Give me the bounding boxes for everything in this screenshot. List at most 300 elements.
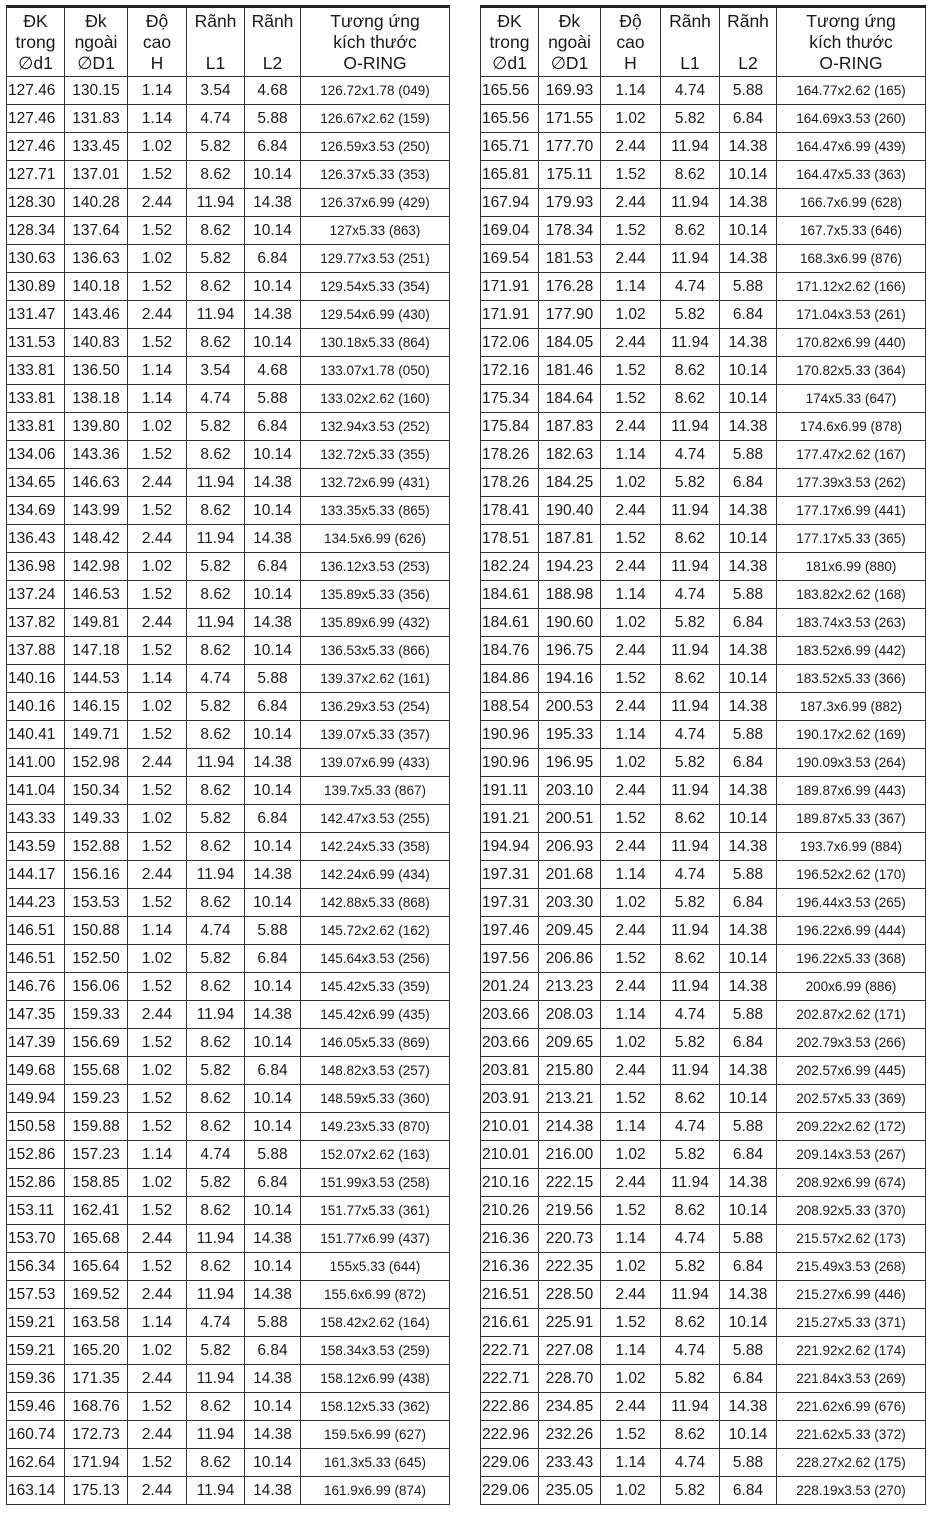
table-row — [7, 1169, 450, 1197]
oring-size-cell: 171.04x3.53 (261) — [777, 301, 926, 329]
groove-L1-cell: 4.74 — [187, 1141, 245, 1169]
groove-L2-cell: 14.38 — [720, 1393, 777, 1421]
groove-L1-cell: 4.74 — [661, 1001, 720, 1029]
groove-L2-cell: 14.38 — [720, 833, 777, 861]
oring-size-cell: 202.87x2.62 (171) — [777, 1001, 926, 1029]
groove-L2-cell: 10.14 — [245, 1393, 301, 1421]
groove-L2-cell: 14.38 — [245, 749, 301, 777]
outer-diameter-D1-cell: 178.34 — [539, 217, 601, 245]
groove-L2-cell: 6.84 — [245, 693, 301, 721]
inner-diameter-d1-cell: 130.63 — [7, 245, 65, 273]
groove-L2-cell: 6.84 — [245, 245, 301, 273]
oring-size-cell: 126.72x1.78 (049) — [301, 77, 450, 105]
groove-L1-cell: 11.94 — [187, 1477, 245, 1505]
height-H-cell: 2.44 — [601, 497, 661, 525]
outer-diameter-D1-cell: 140.28 — [65, 189, 128, 217]
groove-L1-cell: 5.82 — [187, 413, 245, 441]
groove-L2-cell: 5.88 — [720, 721, 777, 749]
groove-L2-cell: 10.14 — [245, 1085, 301, 1113]
groove-L1-cell: 11.94 — [661, 1281, 720, 1309]
table-row — [7, 301, 450, 329]
table-row — [7, 497, 450, 525]
groove-L2-cell: 6.84 — [720, 1365, 777, 1393]
column-header-oring-size: Tương ứng kích thước O-RING — [777, 7, 926, 77]
height-H-cell: 2.44 — [601, 917, 661, 945]
oring-size-cell: 129.77x3.53 (251) — [301, 245, 450, 273]
groove-L1-cell: 11.94 — [661, 1057, 720, 1085]
groove-L2-cell: 10.14 — [720, 357, 777, 385]
table-row — [7, 749, 450, 777]
groove-L1-cell: 4.74 — [661, 1449, 720, 1477]
outer-diameter-D1-cell: 156.16 — [65, 861, 128, 889]
groove-L2-cell: 10.14 — [245, 273, 301, 301]
oring-size-cell: 132.72x5.33 (355) — [301, 441, 450, 469]
groove-L1-cell: 11.94 — [661, 413, 720, 441]
groove-L2-cell: 10.14 — [245, 1029, 301, 1057]
outer-diameter-D1-cell: 138.18 — [65, 385, 128, 413]
groove-L1-cell: 4.74 — [187, 917, 245, 945]
groove-L2-cell: 6.84 — [245, 413, 301, 441]
column-header-height-H: Độ cao H — [601, 7, 661, 77]
outer-diameter-D1-cell: 184.64 — [539, 385, 601, 413]
groove-L1-cell: 4.74 — [661, 1337, 720, 1365]
table-row — [481, 721, 926, 749]
groove-L2-cell: 5.88 — [720, 273, 777, 301]
outer-diameter-D1-cell: 206.93 — [539, 833, 601, 861]
oring-size-cell: 155x5.33 (644) — [301, 1253, 450, 1281]
outer-diameter-D1-cell: 137.64 — [65, 217, 128, 245]
groove-L1-cell: 8.62 — [187, 217, 245, 245]
table-row — [7, 945, 450, 973]
table-row — [481, 777, 926, 805]
inner-diameter-d1-cell: 171.91 — [481, 301, 539, 329]
groove-L1-cell: 5.82 — [187, 945, 245, 973]
table-row — [7, 553, 450, 581]
oring-size-cell: 161.3x5.33 (645) — [301, 1449, 450, 1477]
height-H-cell: 1.02 — [601, 301, 661, 329]
oring-size-cell: 127x5.33 (863) — [301, 217, 450, 245]
outer-diameter-D1-cell: 146.15 — [65, 693, 128, 721]
outer-diameter-D1-cell: 233.43 — [539, 1449, 601, 1477]
inner-diameter-d1-cell: 188.54 — [481, 693, 539, 721]
groove-L1-cell: 11.94 — [187, 301, 245, 329]
oring-size-cell: 189.87x5.33 (367) — [777, 805, 926, 833]
outer-diameter-D1-cell: 184.05 — [539, 329, 601, 357]
groove-L1-cell: 3.54 — [187, 357, 245, 385]
table-row — [7, 273, 450, 301]
oring-size-cell: 177.17x6.99 (441) — [777, 497, 926, 525]
height-H-cell: 2.44 — [128, 525, 187, 553]
oring-size-cell: 129.54x5.33 (354) — [301, 273, 450, 301]
inner-diameter-d1-cell: 127.46 — [7, 133, 65, 161]
column-header-inner-diameter-d1: ĐK trong ∅d1 — [481, 7, 539, 77]
outer-diameter-D1-cell: 203.30 — [539, 889, 601, 917]
outer-diameter-D1-cell: 219.56 — [539, 1197, 601, 1225]
groove-L1-cell: 4.74 — [187, 385, 245, 413]
groove-L1-cell: 8.62 — [187, 889, 245, 917]
table-row — [481, 1421, 926, 1449]
table-row — [7, 1449, 450, 1477]
groove-L2-cell: 10.14 — [720, 805, 777, 833]
table-row — [481, 1281, 926, 1309]
inner-diameter-d1-cell: 197.31 — [481, 861, 539, 889]
height-H-cell: 1.14 — [128, 1141, 187, 1169]
height-H-cell: 1.52 — [128, 1113, 187, 1141]
groove-L2-cell: 10.14 — [720, 161, 777, 189]
table-row — [7, 693, 450, 721]
inner-diameter-d1-cell: 216.51 — [481, 1281, 539, 1309]
inner-diameter-d1-cell: 167.94 — [481, 189, 539, 217]
oring-size-cell: 196.22x5.33 (368) — [777, 945, 926, 973]
groove-L2-cell: 14.38 — [245, 1001, 301, 1029]
oring-size-cell: 209.14x3.53 (267) — [777, 1141, 926, 1169]
table-row — [481, 385, 926, 413]
height-H-cell: 1.02 — [601, 1365, 661, 1393]
table-row — [481, 609, 926, 637]
outer-diameter-D1-cell: 153.53 — [65, 889, 128, 917]
groove-L2-cell: 10.14 — [720, 1421, 777, 1449]
oring-size-cell: 228.19x3.53 (270) — [777, 1477, 926, 1505]
height-H-cell: 1.02 — [601, 1029, 661, 1057]
table-row — [7, 1337, 450, 1365]
height-H-cell: 1.14 — [601, 441, 661, 469]
inner-diameter-d1-cell: 140.16 — [7, 665, 65, 693]
outer-diameter-D1-cell: 213.21 — [539, 1085, 601, 1113]
groove-L2-cell: 14.38 — [720, 553, 777, 581]
inner-diameter-d1-cell: 175.34 — [481, 385, 539, 413]
oring-size-cell: 133.02x2.62 (160) — [301, 385, 450, 413]
groove-L2-cell: 5.88 — [245, 105, 301, 133]
height-H-cell: 2.44 — [128, 189, 187, 217]
inner-diameter-d1-cell: 182.24 — [481, 553, 539, 581]
height-H-cell: 1.52 — [128, 1253, 187, 1281]
height-H-cell: 1.14 — [601, 1113, 661, 1141]
oring-size-cell: 148.82x3.53 (257) — [301, 1057, 450, 1085]
outer-diameter-D1-cell: 171.55 — [539, 105, 601, 133]
oring-size-cell: 148.59x5.33 (360) — [301, 1085, 450, 1113]
groove-L2-cell: 10.14 — [720, 525, 777, 553]
height-H-cell: 2.44 — [601, 1169, 661, 1197]
inner-diameter-d1-cell: 128.34 — [7, 217, 65, 245]
groove-L2-cell: 14.38 — [720, 1169, 777, 1197]
height-H-cell: 1.02 — [128, 245, 187, 273]
groove-L1-cell: 5.82 — [661, 1141, 720, 1169]
height-H-cell: 2.44 — [601, 245, 661, 273]
outer-diameter-D1-cell: 143.99 — [65, 497, 128, 525]
groove-L1-cell: 5.82 — [187, 1169, 245, 1197]
table-row — [481, 749, 926, 777]
inner-diameter-d1-cell: 184.86 — [481, 665, 539, 693]
height-H-cell: 1.02 — [128, 413, 187, 441]
outer-diameter-D1-cell: 159.33 — [65, 1001, 128, 1029]
inner-diameter-d1-cell: 184.61 — [481, 581, 539, 609]
height-H-cell: 1.52 — [128, 1085, 187, 1113]
inner-diameter-d1-cell: 229.06 — [481, 1449, 539, 1477]
groove-L2-cell: 5.88 — [245, 1309, 301, 1337]
outer-diameter-D1-cell: 222.15 — [539, 1169, 601, 1197]
table-row — [7, 1421, 450, 1449]
oring-size-cell: 139.37x2.62 (161) — [301, 665, 450, 693]
oring-size-cell: 136.53x5.33 (866) — [301, 637, 450, 665]
table-row — [7, 1057, 450, 1085]
inner-diameter-d1-cell: 149.68 — [7, 1057, 65, 1085]
table-row — [7, 77, 450, 105]
outer-diameter-D1-cell: 169.93 — [539, 77, 601, 105]
groove-L2-cell: 10.14 — [245, 1113, 301, 1141]
height-H-cell: 2.44 — [601, 777, 661, 805]
outer-diameter-D1-cell: 181.46 — [539, 357, 601, 385]
inner-diameter-d1-cell: 171.91 — [481, 273, 539, 301]
height-H-cell: 2.44 — [601, 637, 661, 665]
outer-diameter-D1-cell: 196.95 — [539, 749, 601, 777]
inner-diameter-d1-cell: 146.51 — [7, 917, 65, 945]
groove-L1-cell: 8.62 — [187, 833, 245, 861]
oring-size-cell: 170.82x6.99 (440) — [777, 329, 926, 357]
groove-L2-cell: 10.14 — [245, 217, 301, 245]
oring-size-cell: 168.3x6.99 (876) — [777, 245, 926, 273]
outer-diameter-D1-cell: 179.93 — [539, 189, 601, 217]
groove-L2-cell: 4.68 — [245, 77, 301, 105]
groove-L2-cell: 6.84 — [245, 945, 301, 973]
table-row — [481, 1141, 926, 1169]
groove-L1-cell: 11.94 — [661, 553, 720, 581]
table-row — [481, 1057, 926, 1085]
column-header-groove-L1: Rãnh L1 — [187, 7, 245, 77]
groove-L2-cell: 6.84 — [720, 1029, 777, 1057]
outer-diameter-D1-cell: 200.51 — [539, 805, 601, 833]
inner-diameter-d1-cell: 127.46 — [7, 77, 65, 105]
groove-L2-cell: 6.84 — [720, 609, 777, 637]
inner-diameter-d1-cell: 143.33 — [7, 805, 65, 833]
table-row — [481, 917, 926, 945]
groove-L2-cell: 6.84 — [720, 469, 777, 497]
table-row — [7, 1281, 450, 1309]
groove-L1-cell: 8.62 — [187, 441, 245, 469]
groove-L1-cell: 5.82 — [187, 1337, 245, 1365]
inner-diameter-d1-cell: 146.51 — [7, 945, 65, 973]
inner-diameter-d1-cell: 216.61 — [481, 1309, 539, 1337]
height-H-cell: 1.52 — [128, 441, 187, 469]
outer-diameter-D1-cell: 194.16 — [539, 665, 601, 693]
table-row — [7, 105, 450, 133]
inner-diameter-d1-cell: 133.81 — [7, 385, 65, 413]
oring-size-cell: 166.7x6.99 (628) — [777, 189, 926, 217]
table-row — [481, 581, 926, 609]
outer-diameter-D1-cell: 201.68 — [539, 861, 601, 889]
inner-diameter-d1-cell: 140.16 — [7, 693, 65, 721]
groove-L1-cell: 4.74 — [661, 441, 720, 469]
inner-diameter-d1-cell: 147.35 — [7, 1001, 65, 1029]
height-H-cell: 1.02 — [601, 749, 661, 777]
oring-size-cell: 146.05x5.33 (869) — [301, 1029, 450, 1057]
inner-diameter-d1-cell: 184.61 — [481, 609, 539, 637]
inner-diameter-d1-cell: 159.21 — [7, 1337, 65, 1365]
height-H-cell: 2.44 — [601, 693, 661, 721]
height-H-cell: 1.02 — [601, 1253, 661, 1281]
oring-size-cell: 164.77x2.62 (165) — [777, 77, 926, 105]
table-row — [7, 133, 450, 161]
groove-L1-cell: 8.62 — [187, 581, 245, 609]
inner-diameter-d1-cell: 147.39 — [7, 1029, 65, 1057]
oring-size-cell: 177.39x3.53 (262) — [777, 469, 926, 497]
table-row — [481, 441, 926, 469]
oring-size-cell: 208.92x5.33 (370) — [777, 1197, 926, 1225]
groove-L1-cell: 11.94 — [187, 1281, 245, 1309]
inner-diameter-d1-cell: 175.84 — [481, 413, 539, 441]
groove-L1-cell: 11.94 — [187, 1421, 245, 1449]
table-row — [481, 1337, 926, 1365]
inner-diameter-d1-cell: 197.56 — [481, 945, 539, 973]
inner-diameter-d1-cell: 191.21 — [481, 805, 539, 833]
oring-size-cell: 190.17x2.62 (169) — [777, 721, 926, 749]
groove-L1-cell: 8.62 — [187, 1113, 245, 1141]
height-H-cell: 1.52 — [601, 217, 661, 245]
outer-diameter-D1-cell: 225.91 — [539, 1309, 601, 1337]
height-H-cell: 1.02 — [601, 1141, 661, 1169]
oring-size-cell: 158.34x3.53 (259) — [301, 1337, 450, 1365]
groove-L1-cell: 3.54 — [187, 77, 245, 105]
table-row — [481, 665, 926, 693]
header-row — [481, 7, 926, 77]
groove-L1-cell: 4.74 — [187, 1309, 245, 1337]
outer-diameter-D1-cell: 147.18 — [65, 637, 128, 665]
groove-L1-cell: 5.82 — [661, 889, 720, 917]
outer-diameter-D1-cell: 131.83 — [65, 105, 128, 133]
oring-size-cell: 208.92x6.99 (674) — [777, 1169, 926, 1197]
oring-size-cell: 133.07x1.78 (050) — [301, 357, 450, 385]
table-row — [7, 441, 450, 469]
groove-L1-cell: 8.62 — [661, 1421, 720, 1449]
inner-diameter-d1-cell: 210.01 — [481, 1113, 539, 1141]
height-H-cell: 1.52 — [128, 777, 187, 805]
groove-L1-cell: 8.62 — [187, 777, 245, 805]
oring-size-cell: 142.24x5.33 (358) — [301, 833, 450, 861]
table-row — [7, 889, 450, 917]
inner-diameter-d1-cell: 229.06 — [481, 1477, 539, 1505]
oring-size-cell: 221.84x3.53 (269) — [777, 1365, 926, 1393]
groove-L2-cell: 14.38 — [720, 497, 777, 525]
column-header-inner-diameter-d1: ĐK trong ∅d1 — [7, 7, 65, 77]
table-row — [481, 133, 926, 161]
inner-diameter-d1-cell: 140.41 — [7, 721, 65, 749]
groove-L2-cell: 10.14 — [720, 1197, 777, 1225]
groove-L1-cell: 11.94 — [661, 917, 720, 945]
inner-diameter-d1-cell: 141.04 — [7, 777, 65, 805]
oring-size-cell: 135.89x5.33 (356) — [301, 581, 450, 609]
inner-diameter-d1-cell: 144.23 — [7, 889, 65, 917]
table-row — [481, 1393, 926, 1421]
outer-diameter-D1-cell: 158.85 — [65, 1169, 128, 1197]
groove-L2-cell: 6.84 — [245, 133, 301, 161]
inner-diameter-d1-cell: 210.01 — [481, 1141, 539, 1169]
outer-diameter-D1-cell: 195.33 — [539, 721, 601, 749]
groove-L2-cell: 10.14 — [720, 385, 777, 413]
groove-L1-cell: 11.94 — [187, 525, 245, 553]
height-H-cell: 1.02 — [128, 805, 187, 833]
inner-diameter-d1-cell: 134.69 — [7, 497, 65, 525]
groove-L2-cell: 10.14 — [720, 665, 777, 693]
height-H-cell: 1.52 — [601, 161, 661, 189]
groove-L2-cell: 6.84 — [720, 105, 777, 133]
outer-diameter-D1-cell: 176.28 — [539, 273, 601, 301]
groove-L1-cell: 4.74 — [661, 581, 720, 609]
table-row — [481, 525, 926, 553]
outer-diameter-D1-cell: 159.23 — [65, 1085, 128, 1113]
oring-size-cell: 136.12x3.53 (253) — [301, 553, 450, 581]
height-H-cell: 2.44 — [128, 301, 187, 329]
inner-diameter-d1-cell: 133.81 — [7, 357, 65, 385]
height-H-cell: 1.02 — [128, 1057, 187, 1085]
height-H-cell: 1.52 — [128, 581, 187, 609]
table-row — [481, 637, 926, 665]
table-row — [7, 805, 450, 833]
height-H-cell: 1.52 — [128, 973, 187, 1001]
oring-size-cell: 145.72x2.62 (162) — [301, 917, 450, 945]
groove-L1-cell: 8.62 — [661, 945, 720, 973]
height-H-cell: 2.44 — [128, 1001, 187, 1029]
height-H-cell: 1.14 — [128, 1309, 187, 1337]
outer-diameter-D1-cell: 140.18 — [65, 273, 128, 301]
groove-L2-cell: 10.14 — [245, 833, 301, 861]
header-row — [7, 7, 450, 77]
groove-L2-cell: 5.88 — [720, 1225, 777, 1253]
oring-size-cell: 158.12x5.33 (362) — [301, 1393, 450, 1421]
oring-size-cell: 164.69x3.53 (260) — [777, 105, 926, 133]
table-row — [7, 833, 450, 861]
height-H-cell: 2.44 — [601, 189, 661, 217]
table-row — [7, 1477, 450, 1505]
height-H-cell: 2.44 — [601, 1393, 661, 1421]
inner-diameter-d1-cell: 201.24 — [481, 973, 539, 1001]
groove-L1-cell: 8.62 — [661, 357, 720, 385]
groove-L2-cell: 10.14 — [245, 161, 301, 189]
inner-diameter-d1-cell: 222.96 — [481, 1421, 539, 1449]
inner-diameter-d1-cell: 134.65 — [7, 469, 65, 497]
table-row — [481, 273, 926, 301]
groove-L2-cell: 6.84 — [245, 1057, 301, 1085]
height-H-cell: 1.02 — [128, 693, 187, 721]
groove-L2-cell: 6.84 — [245, 1337, 301, 1365]
groove-L2-cell: 14.38 — [720, 245, 777, 273]
oring-size-cell: 202.79x3.53 (266) — [777, 1029, 926, 1057]
table-row — [481, 1001, 926, 1029]
inner-diameter-d1-cell: 146.76 — [7, 973, 65, 1001]
outer-diameter-D1-cell: 187.83 — [539, 413, 601, 441]
inner-diameter-d1-cell: 222.71 — [481, 1365, 539, 1393]
groove-L1-cell: 11.94 — [661, 189, 720, 217]
groove-L1-cell: 8.62 — [661, 385, 720, 413]
groove-L2-cell: 14.38 — [245, 1225, 301, 1253]
groove-L2-cell: 14.38 — [720, 637, 777, 665]
outer-diameter-D1-cell: 149.81 — [65, 609, 128, 637]
table-row — [481, 1225, 926, 1253]
groove-L1-cell: 8.62 — [187, 721, 245, 749]
outer-diameter-D1-cell: 194.23 — [539, 553, 601, 581]
height-H-cell: 2.44 — [128, 469, 187, 497]
height-H-cell: 1.52 — [601, 1421, 661, 1449]
groove-L1-cell: 8.62 — [187, 1029, 245, 1057]
column-header-oring-size: Tương ứng kích thước O-RING — [301, 7, 450, 77]
groove-L1-cell: 11.94 — [187, 469, 245, 497]
groove-L1-cell: 11.94 — [661, 1169, 720, 1197]
outer-diameter-D1-cell: 200.53 — [539, 693, 601, 721]
inner-diameter-d1-cell: 165.81 — [481, 161, 539, 189]
groove-L2-cell: 6.84 — [720, 1141, 777, 1169]
inner-diameter-d1-cell: 172.06 — [481, 329, 539, 357]
groove-L2-cell: 5.88 — [720, 1449, 777, 1477]
groove-L2-cell: 14.38 — [720, 917, 777, 945]
groove-L2-cell: 10.14 — [245, 497, 301, 525]
